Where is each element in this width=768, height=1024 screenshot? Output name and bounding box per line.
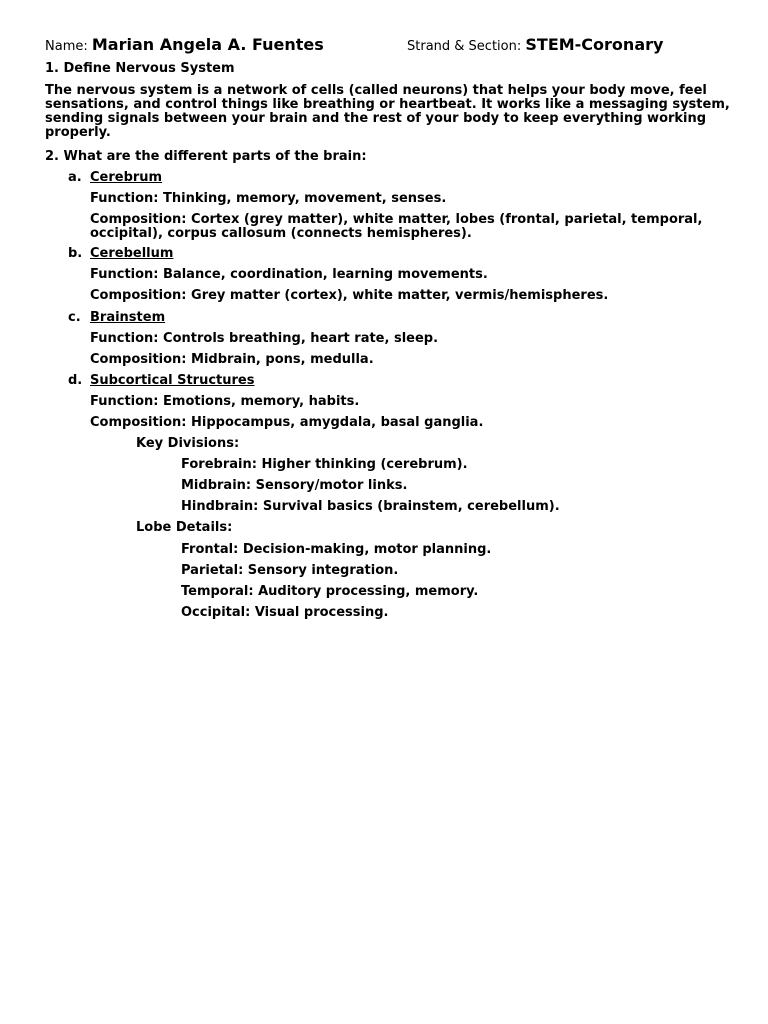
part-b-composition: Composition: Grey matter (cortex), white matter, vermis/hemispheres. — [90, 288, 609, 303]
student-name: Marian Angela A. Fuentes — [91, 35, 324, 54]
division-item: Forebrain: Higher thinking (cerebrum). — [181, 457, 468, 472]
part-a-name: Cerebrum — [90, 170, 163, 185]
strand-field — [407, 35, 663, 57]
name-label: Name: — [45, 39, 88, 54]
lobe-item: Occipital: Visual processing. — [181, 605, 389, 620]
part-d-composition: Composition: Hippocampus, amygdala, basal ganglia. — [90, 415, 484, 430]
part-a-function: Function: Thinking, memory, movement, senses. — [90, 191, 447, 206]
lobe-item: Frontal: Decision-making, motor planning. — [181, 542, 492, 557]
question-1-title: 1. Define Nervous System — [45, 61, 235, 76]
part-d-function: Function: Emotions, memory, habits. — [90, 394, 360, 409]
part-d-marker: d. — [68, 373, 83, 388]
lobe-item: Parietal: Sensory integration. — [181, 563, 399, 578]
name-field — [45, 35, 324, 57]
part-c-composition: Composition: Midbrain, pons, medulla. — [90, 352, 374, 367]
question-2-title: 2. What are the different parts of the brain: — [45, 149, 367, 164]
division-item: Midbrain: Sensory/motor links. — [181, 478, 408, 493]
lobe-details-title: Lobe Details: — [136, 520, 233, 535]
lobe-item: Temporal: Auditory processing, memory. — [181, 584, 479, 599]
part-c-marker: c. — [68, 310, 81, 325]
strand-label: Strand & Section: — [407, 39, 522, 54]
key-divisions-title: Key Divisions: — [136, 436, 240, 451]
question-1-answer: The nervous system is a network of cells (called neurons) that helps your body move, feel sensations, and control things like breathing or heartbeat. It works like a messaging system, sending signals between your brain and the rest of your body to keep everything working properly. — [45, 83, 730, 140]
part-a-marker: a. — [68, 170, 82, 185]
part-b-name: Cerebellum — [90, 246, 174, 261]
part-b-function: Function: Balance, coordination, learning movements. — [90, 267, 488, 282]
part-d-name: Subcortical Structures — [90, 373, 255, 388]
part-b-marker: b. — [68, 246, 83, 261]
division-item: Hindbrain: Survival basics (brainstem, cerebellum). — [181, 499, 560, 514]
part-c-function: Function: Controls breathing, heart rate, sleep. — [90, 331, 439, 346]
part-c-name: Brainstem — [90, 310, 166, 325]
part-a-composition: Composition: Cortex (grey matter), white matter, lobes (frontal, parietal, temporal, occipital), corpus callosum (connects hemispheres). — [90, 212, 703, 241]
strand-value: STEM-Coronary — [525, 35, 664, 54]
